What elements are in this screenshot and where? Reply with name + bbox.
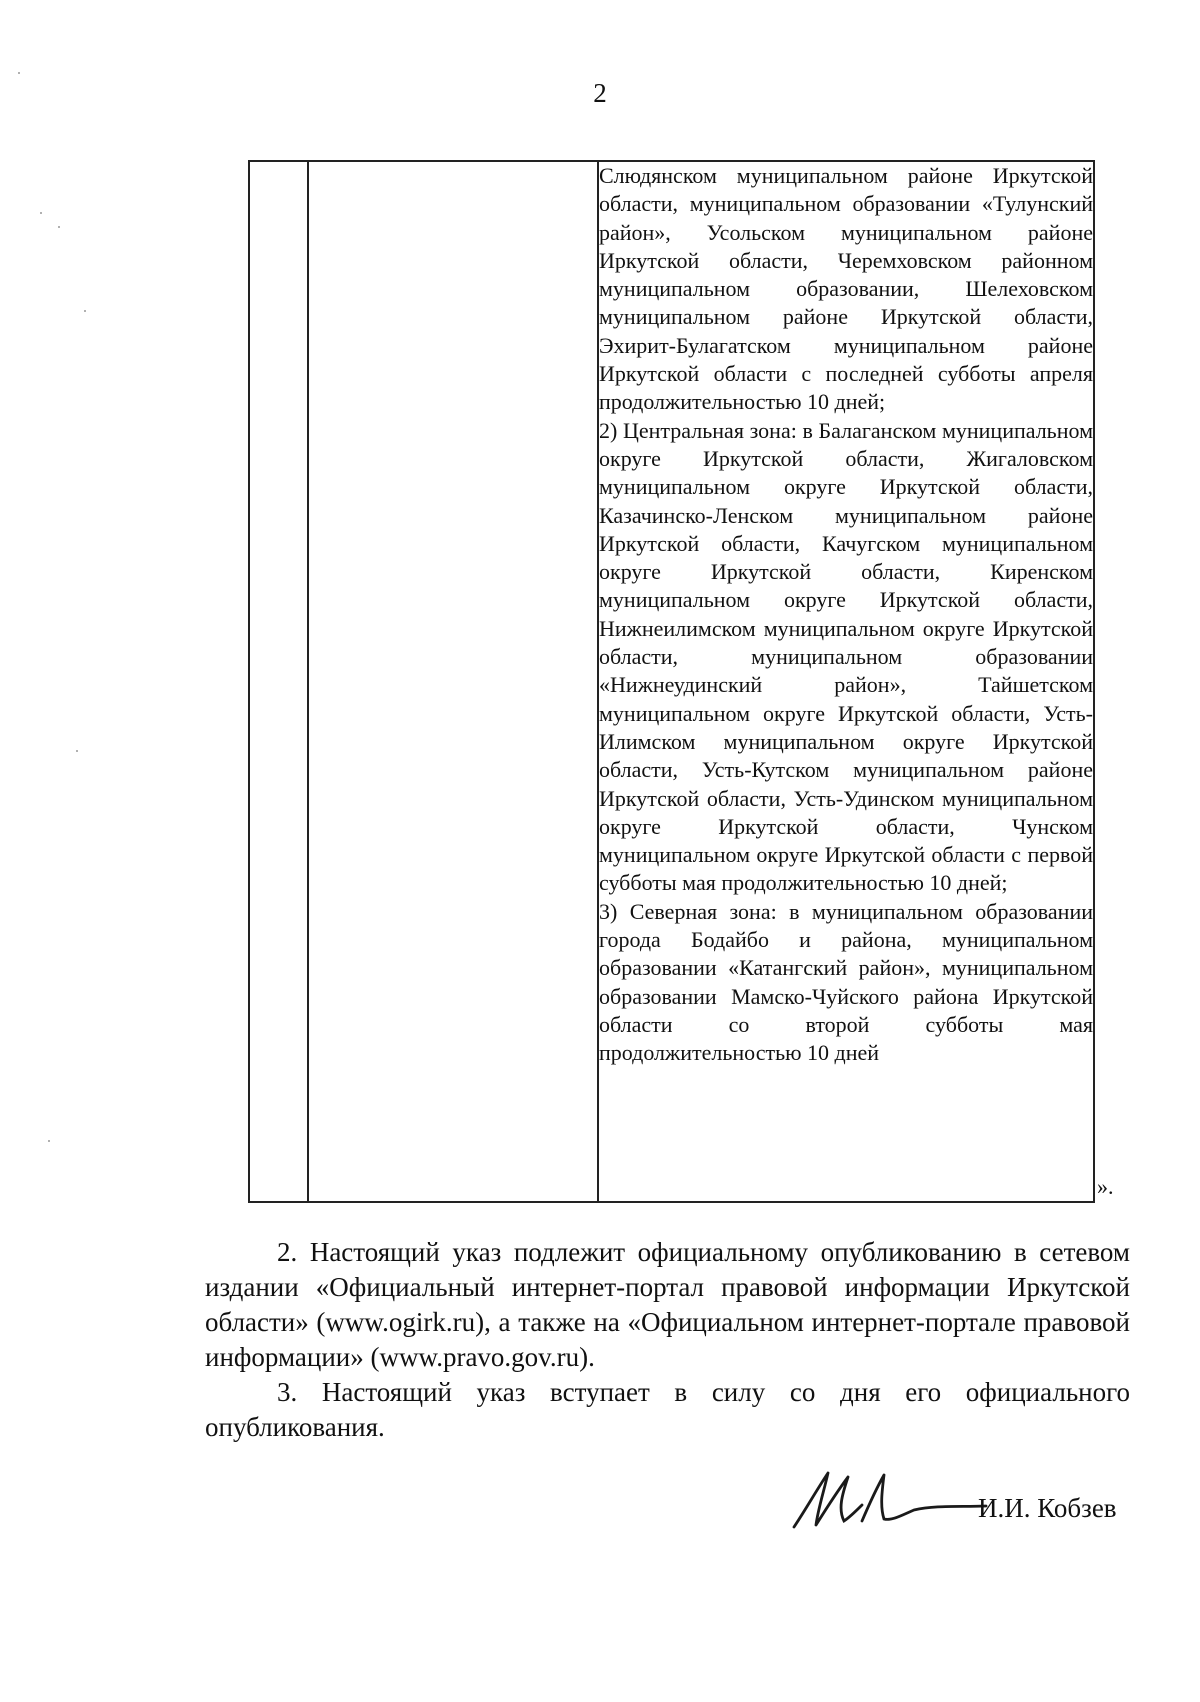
zone-south-text: Слюдянском муниципальном районе Иркутской области, муниципальном образовании «Тулунский район», Усольском муниципальном районе Иркутской области, Черемховском районном муниципальном образовании, Шелеховском муниципальном районе Иркутской области, Эхирит-Булагатском муниципальном районе Иркутской области с последней субботы апреля продолжительностью 10 дней; <box>599 163 1093 415</box>
zones-table <box>248 160 1095 1203</box>
scan-speck <box>40 212 42 214</box>
table-cell-number <box>249 161 308 1202</box>
paragraph-effective-date-text: 3. Настоящий указ вступает в силу со дня его официального опубликования. <box>205 1377 1130 1442</box>
table-row <box>249 161 1094 1202</box>
page-number: 2 <box>593 78 607 108</box>
table-cell-zones <box>598 161 1094 1202</box>
zone-central-text: 2) Центральная зона: в Балаганском муниципальном округе Иркутской области, Жигаловском муниципальном округе Иркутской области, Казачинско-Ленском муниципальном районе Иркутской области, Качугском муниципальном округе Иркутской области, Киренском муниципальном округе Иркутской области, Нижнеилимском муниципальном округе Иркутской области, муниципальном образовании «Нижнеудинский район», Тайшетском муниципальном округе Иркутской области, Усть-Илимском муниципальном округе Иркутской области, Усть-Кутском муниципальном районе Иркутской области, Усть-Удинском муниципальном округе Иркутской области, Чунском муниципальном округе Иркутской области с первой субботы мая продолжительностью 10 дней; <box>599 417 1093 896</box>
closing-quote: ». <box>1097 1174 1114 1199</box>
paragraph-publication <box>205 1235 1130 1375</box>
paragraph-publication-text: 2. Настоящий указ подлежит официальному опубликованию в сетевом издании «Официальный интернет-портал правовой информации Иркутской области» (www.ogirk.ru), а также на «Официальном интернет-портале правовой информации» (www.pravo.gov.ru). <box>205 1237 1130 1372</box>
zone-north-text: 3) Северная зона: в муниципальном образовании города Бодайбо и района, муниципальном образовании «Катангский район», муниципальном образовании Мамско-Чуйского района Иркутской области со второй субботы мая продолжительностью 10 дней <box>599 898 1093 1066</box>
scan-speck <box>84 310 86 312</box>
paragraph-effective-date <box>205 1375 1130 1445</box>
handwritten-signature <box>790 1463 990 1533</box>
scan-speck <box>58 226 60 228</box>
table-cell-name <box>308 161 598 1202</box>
signer-name: И.И. Кобзев <box>978 1493 1117 1523</box>
scan-speck <box>76 750 78 752</box>
scan-speck <box>18 72 20 74</box>
scan-speck <box>48 1140 50 1142</box>
